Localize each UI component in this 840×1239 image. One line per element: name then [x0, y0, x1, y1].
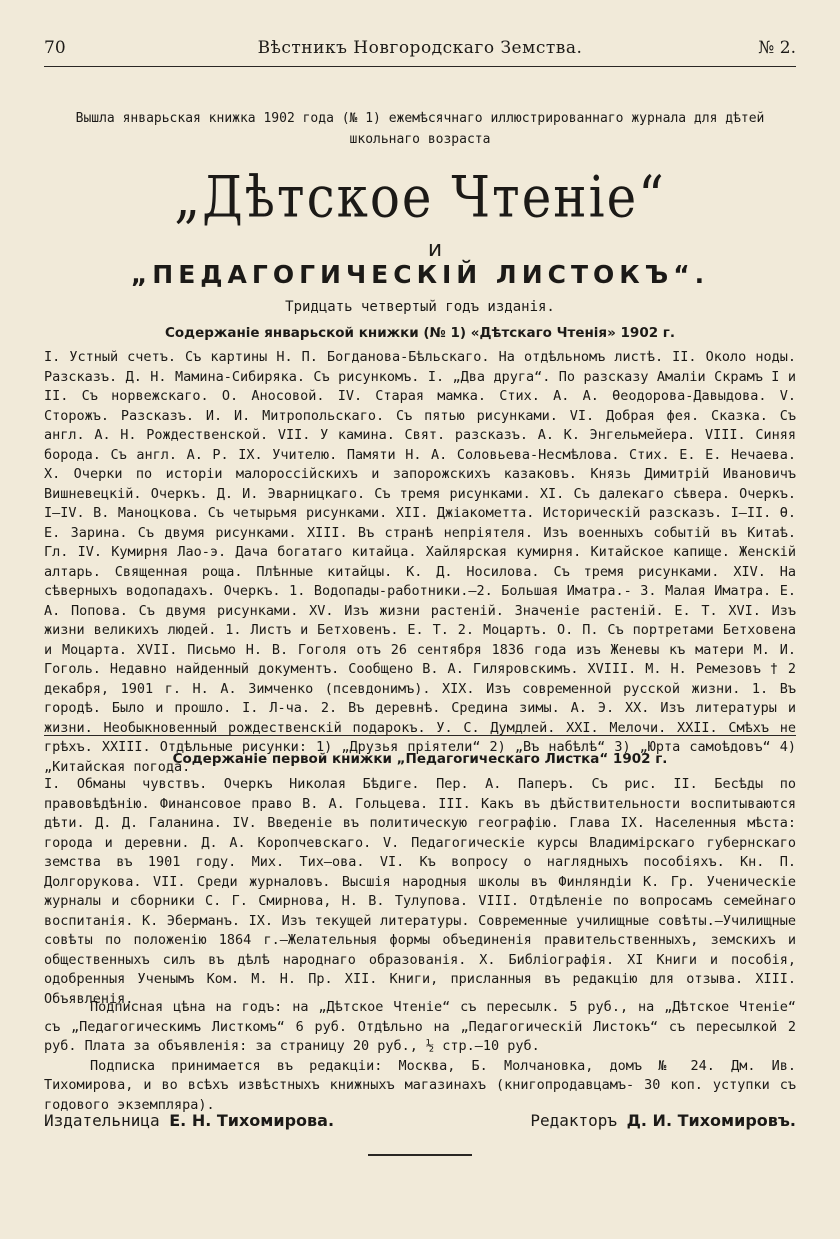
publisher-name: Е. Н. Тихомирова.: [169, 1111, 335, 1130]
running-header: [44, 38, 796, 66]
publisher-label: Издательница: [44, 1111, 160, 1130]
supplement-title: „ПЕДАГОГИЧЕСКІЙ ЛИСТОКЪ“.: [130, 260, 710, 289]
subscription-address: Подписка принимается въ редакціи: Москва, Б. Молчановка, домъ № 24. Дм. Ив. Тихомирова, и во всѣхъ извѣстныхъ книжныхъ магазинахъ (книгопродавцамъ- 30 коп. уступки съ годового экземпляра).: [44, 1057, 796, 1113]
section-divider: [44, 735, 796, 736]
subscription-info: [44, 998, 796, 1115]
magazine-title: „Дѣтское Чтеніе“: [174, 163, 666, 231]
header-rule: [44, 66, 796, 67]
publication-year-line: Тридцать четвертый годъ изданія.: [285, 299, 555, 315]
issue-number: № 2.: [758, 38, 796, 58]
journal-title: Вѣстникъ Новгородскаго Земства.: [257, 38, 583, 58]
contents-text-2: I. Обманы чувствъ. Очеркъ Николая Бѣдиге. Пер. А. Паперъ. Съ рис. II. Бесѣды по правовѣдѣнію. Финансовое право В. А. Гольцева. III. Какъ въ дѣйствительности воспитываются дѣти. Д. Д. Галанина. IV. Введеніе въ политическую географію. Глава IX. Населенныя мѣста: города и деревни. Д. А. Коропчевскаго. V. Педагогическіе курсы Владимірскаго губернскаго земства въ 1901 году. Мих. Тих—ова. VI. Къ вопросу о наглядныхъ пособіяхъ. Кн. П. Долгорукова. VII. Среди журналовъ. Высшія народныя школы въ Финляндіи К. Гр. Ученическіе журналы и сборники С. Г. Смирнова, Н. В. Тулупова. VIII. Отдѣленіе по вопросамъ семейнаго воспитанія. К. Эберманъ. IX. Изъ текущей литературы. Современные училищные совѣты.—Училищные совѣты по положенію 1864 г.—Желательныя формы объединенія правительственныхъ, земскихъ и общественныхъ силъ въ дѣлѣ народнаго образованія. X. Библіографія. XI Книги и пособія, одобренныя Ученымъ Ком. М. Н. Пр. XII. Книги, присланныя въ редакцію для отзыва. XIII. Объявленія.: [44, 776, 796, 1007]
contents-text-1: I. Устный счетъ. Съ картины Н. П. Богданова-Бѣльскаго. На отдѣльномъ листѣ. II. Около ноды. Разсказъ. Д. Н. Мамина-Сибиряка. Съ рисункомъ. I. „Два друга“. По разсказу Амаліи Скрамъ I и II. Съ норвежскаго. О. Аносовой. IV. Старая мамка. Стих. А. А. Ѳеодорова-Давыдова. V. Сторожъ. Разсказъ. И. И. Митропольскаго. Съ пятью рисунками. VI. Добрая фея. Сказка. Съ англ. А. Н. Рождественской. VII. У камина. Свят. разсказъ. А. К. Энгельмейера. VIII. Синяя борода. Съ англ. А. Р. IX. Учителю. Памяти Н. А. Соловьева-Несмѣлова. Стих. Е. Е. Нечаева. X. Очерки по исторіи малороссійскихъ и запорожскихъ казаковъ. Князь Димитрій Ивановичъ Вишневецкій. Очеркъ. Д. И. Эварницкаго. Съ тремя рисунками. XI. Съ далекаго сѣвера. Очеркъ. I—IV. В. Маноцкова. Съ четырьмя рисунками. XII. Джіакометта. Историческій разсказъ. I—II. Ѳ. Е. Зарина. Съ двумя рисунками. XIII. Въ странѣ непріятеля. Изъ военныхъ событій въ Китаѣ. Гл. IV. Кумирня Лао-э. Дача богатаго китайца. Хайлярская кумирня. Китайское капище. Женскій алтарь. Священная роща. Плѣнные китайцы. К. Д. Носилова. Съ тремя рисунками. XIV. На сѣверныхъ водопадахъ. Очеркъ. 1. Водопады-работники.—2. Большая Иматра.- 3. Малая Иматра. Е. А. Попова. Съ двумя рисунками. XV. Изъ жизни растеній. Значеніе растеній. Е. Т. XVI. Изъ жизни великихъ людей. 1. Листъ и Бетховенъ. Е. Т. 2. Моцартъ. О. П. Съ портретами Бетховена и Моцарта. XVII. Письмо Н. В. Гоголя отъ 26 сентября 1836 года изъ Женевы къ матери М. И. Гоголь. Недавно найденный документъ. Сообщено В. А. Гиляровскимъ. XVIII. М. Н. Ремезовъ † 2 декабря, 1901 г. Н. А. Зимченко (псевдонимъ). XIX. Изъ современной русской жизни. 1. Въ городѣ. Было и прошло. I. Л-ча. 2. Въ деревнѣ. Средина зимы. А. Э. XX. Изъ литературы и жизни. Необыкновенный рождественскій подарокъ. У. С. Думдлей. XXI. Мелочи. XXII. Смѣхъ не грѣхъ. XXIII. Отдѣльные рисунки: 1) „Друзья пріятели“ 2) „Въ набѣлѣ“ 3) „Юрта самоѣдовъ“ 4) „Китайская погода.: [44, 349, 796, 775]
announcement-intro: Вышла январьская книжка 1902 года (№ 1) ежемѣсячнаго иллюстрированнаго журнала для дѣтей школьнаго возраста: [75, 111, 765, 147]
editor-line: [530, 1111, 796, 1130]
contents-heading-1: Содержаніе январьской книжки (№ 1) «Дѣтскаго Чтенія» 1902 г.: [165, 325, 675, 341]
editor-label: Редакторъ: [530, 1111, 618, 1130]
editor-name: Д. И. Тихомировъ.: [626, 1111, 796, 1130]
end-rule: [368, 1154, 472, 1156]
contents-heading-2: Содержаніе первой книжки „Педагогическаго Листка“ 1902 г.: [172, 751, 668, 767]
page-number: 70: [44, 38, 66, 58]
title-conjunction: и: [427, 237, 443, 262]
subscription-price: Подписная цѣна на годъ: на „Дѣтское Чтеніе“ съ пересылк. 5 руб., на „Дѣтское Чтеніе“ съ „Педагогическимъ Листкомъ“ 6 руб. Отдѣльно на „Педагогическій Листокъ“ съ пересылкой 2 руб. Плата за объявленія: за страницу 20 руб., ½ стр.—10 руб.: [44, 999, 796, 1054]
publisher-line: [44, 1111, 334, 1130]
